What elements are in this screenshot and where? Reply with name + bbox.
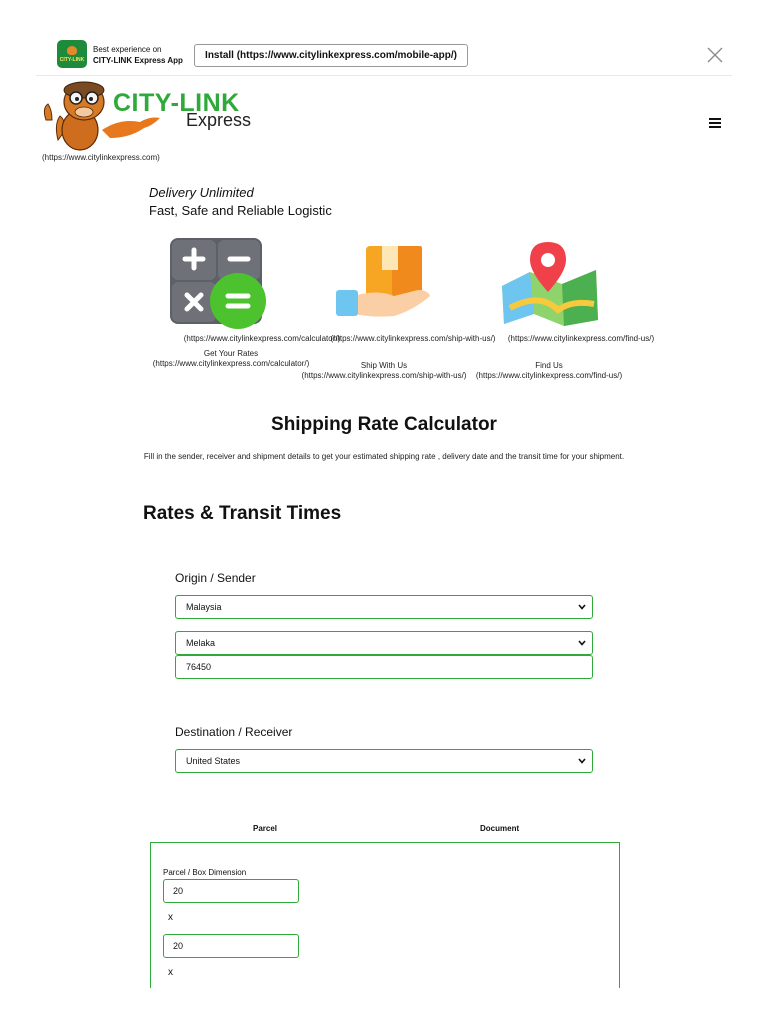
install-app-button[interactable]: Install (https://www.citylinkexpress.com/mobile-app/) — [194, 44, 468, 67]
service-ship-url: (https://www.citylinkexpress.com/ship-with-us/) — [301, 371, 467, 380]
origin-state-select[interactable] — [175, 631, 593, 655]
app-icon: CITY-LINK — [57, 40, 87, 68]
service-link-ship[interactable]: (https://www.citylinkexpress.com/ship-with-us/) — [330, 334, 496, 343]
destination-country-value: United States — [186, 756, 241, 766]
parcel-hand-icon[interactable] — [334, 244, 434, 320]
divider — [36, 75, 732, 76]
length-value: 20 — [173, 886, 184, 896]
origin-postcode-input[interactable] — [175, 655, 593, 679]
map-pin-icon[interactable] — [500, 242, 600, 326]
tab-parcel[interactable]: Parcel — [253, 824, 278, 833]
service-calculator-title: Get Your Rates — [203, 349, 259, 358]
tab-document[interactable]: Document — [480, 824, 520, 833]
page-bottom — [0, 988, 768, 1024]
menu-icon[interactable] — [709, 118, 721, 128]
width-value: 20 — [173, 941, 184, 951]
service-link-find[interactable]: (https://www.citylinkexpress.com/find-us/) — [507, 334, 655, 343]
origin-label: Origin / Sender — [175, 571, 256, 585]
service-link-calculator[interactable]: (https://www.citylinkexpress.com/calculator/) — [183, 334, 341, 343]
service-find-label[interactable] — [464, 361, 634, 381]
dimension-label: Parcel / Box Dimension — [163, 868, 247, 877]
chevron-down-icon — [578, 603, 586, 611]
page-title: Shipping Rate Calculator — [271, 414, 497, 435]
page-description: Fill in the sender, receiver and shipment details to get your estimated shipping rate , delivery date and the transit time for your shipment. — [143, 452, 625, 461]
close-icon[interactable] — [705, 45, 725, 65]
service-ship-label[interactable] — [296, 361, 472, 381]
destination-country-select[interactable] — [175, 749, 593, 773]
times-symbol: x — [168, 967, 173, 978]
parcel-panel — [150, 842, 620, 1002]
length-input[interactable] — [163, 879, 299, 903]
origin-country-select[interactable] — [175, 595, 593, 619]
home-link[interactable]: (https://www.citylinkexpress.com) — [42, 153, 160, 162]
tagline-primary: Delivery Unlimited — [149, 185, 254, 200]
origin-postcode-value: 76450 — [186, 662, 212, 672]
width-input[interactable] — [163, 934, 299, 958]
destination-label: Destination / Receiver — [175, 725, 293, 739]
service-find-url: (https://www.citylinkexpress.com/find-us/) — [475, 371, 623, 380]
section-title: Rates & Transit Times — [143, 503, 342, 524]
banner-line-1: Best experience on — [93, 45, 162, 54]
calculator-icon[interactable] — [170, 238, 268, 330]
service-calculator-url: (https://www.citylinkexpress.com/calculator/) — [152, 359, 310, 368]
origin-state-value: Melaka — [186, 638, 216, 648]
brand-name[interactable]: CITY-LINK — [113, 89, 240, 117]
app-banner-text — [93, 44, 183, 66]
chevron-down-icon — [578, 757, 586, 765]
chevron-down-icon — [578, 639, 586, 647]
times-symbol: x — [168, 912, 173, 923]
service-ship-title: Ship With Us — [360, 361, 408, 370]
tagline-secondary: Fast, Safe and Reliable Logistic — [149, 203, 332, 218]
service-find-title: Find Us — [535, 361, 563, 370]
origin-country-value: Malaysia — [186, 602, 222, 612]
banner-line-2: CITY-LINK Express App — [93, 56, 183, 65]
brand-subtitle[interactable]: Express — [186, 110, 252, 130]
